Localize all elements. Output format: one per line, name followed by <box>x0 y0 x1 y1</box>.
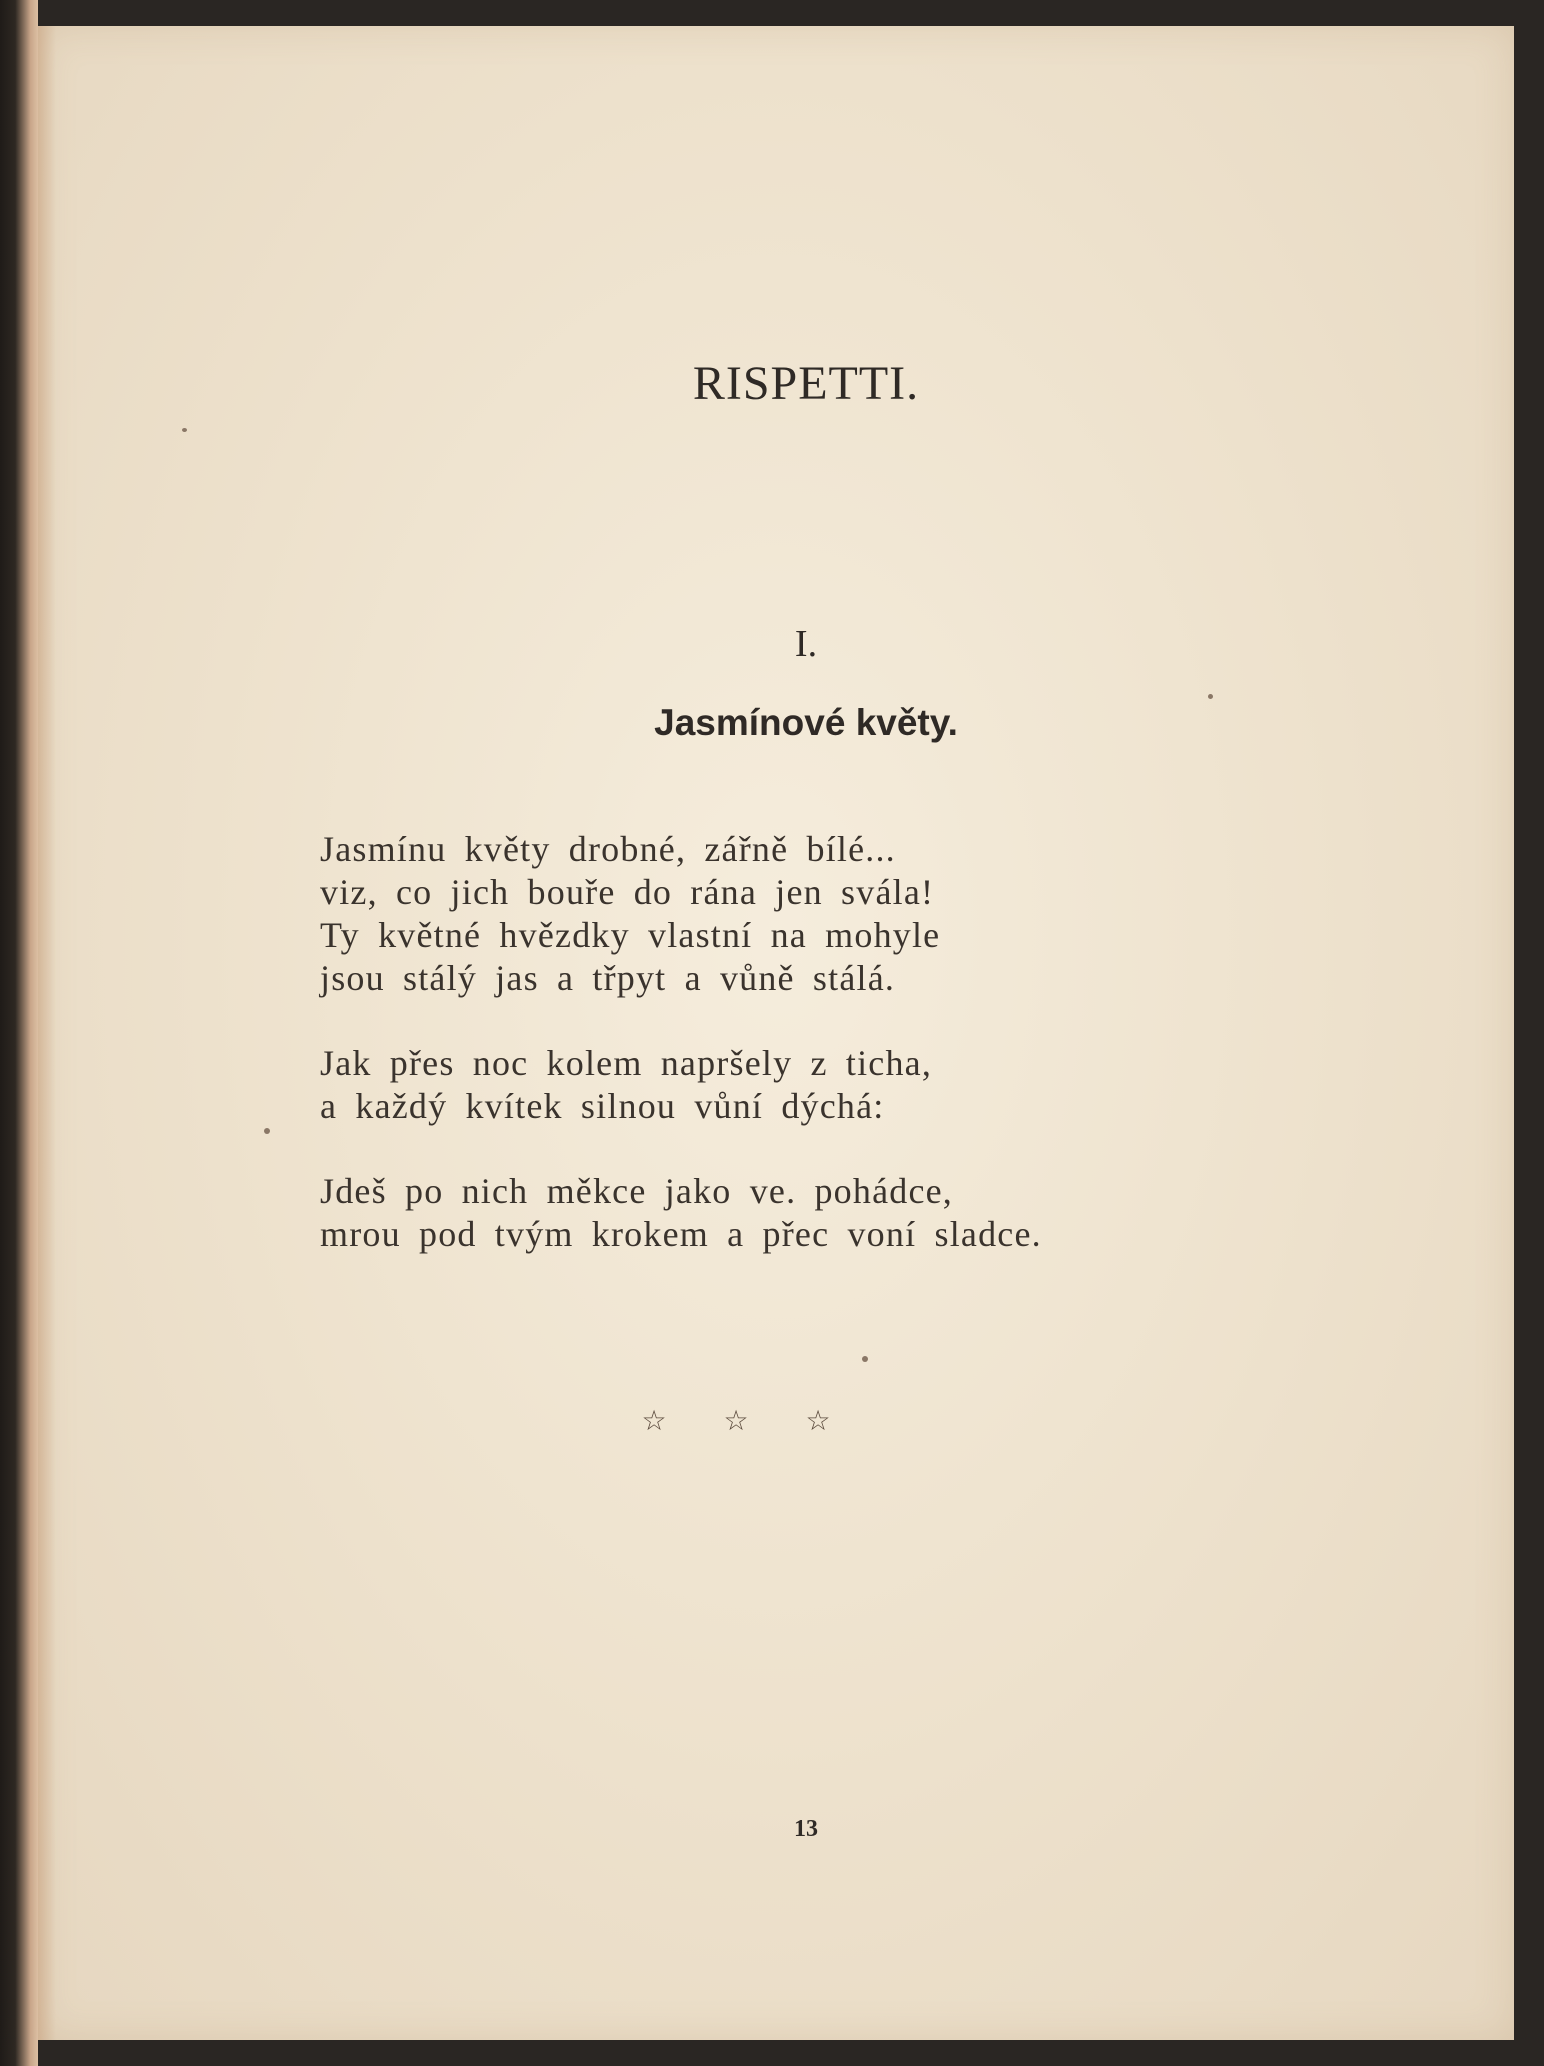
poem-line: a každý kvítek silnou vůní dýchá: <box>320 1086 885 1126</box>
poem-line: Jdeš po nich měkce jako ve. pohádce, <box>320 1171 954 1211</box>
poem-line: Jasmínu květy drobné, zářně bílé... <box>320 829 896 869</box>
paper-speck <box>264 1128 270 1134</box>
page-number: 13 <box>794 1816 818 1842</box>
section-number: I. <box>794 623 818 665</box>
paper-speck <box>182 428 187 432</box>
paper-speck <box>862 1356 868 1362</box>
book-page <box>38 26 1514 2040</box>
stanza-3 <box>320 1170 1042 1256</box>
poem-line: jsou stálý jas a třpyt a vůně stálá. <box>320 958 896 998</box>
stanza-1 <box>320 828 940 1000</box>
poem-line: mrou pod tvým krokem a přec voní sladce. <box>320 1214 1042 1254</box>
poem-line: Jak přes noc kolem napršely z ticha, <box>320 1043 933 1083</box>
stanza-2 <box>320 1042 932 1128</box>
page-gutter-shadow <box>38 26 56 2040</box>
poem-line: Ty květné hvězdky vlastní na mohyle <box>320 915 941 955</box>
paper-speck <box>1208 694 1213 699</box>
poem-title: Jasmínové květy. <box>654 702 958 743</box>
book-spine-edge <box>0 0 38 2066</box>
star-ornament: ☆ ☆ ☆ <box>641 1404 855 1437</box>
page-title: RISPETTI. <box>692 357 920 410</box>
poem-line: viz, co jich bouře do rána jen svála! <box>320 872 935 912</box>
